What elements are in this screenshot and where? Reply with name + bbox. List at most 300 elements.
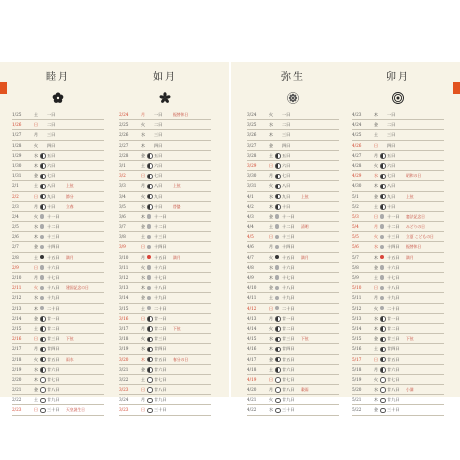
lunar-day: 十六曰 <box>387 264 400 270</box>
weekday: 金 <box>268 356 274 362</box>
date: 4/14 <box>247 325 257 331</box>
weekday: 金 <box>140 224 146 230</box>
day-note: 上弦 <box>301 193 309 199</box>
date: 2/5 <box>12 224 19 230</box>
day-row <box>119 192 211 202</box>
lunar-day: 四曰 <box>282 142 291 148</box>
lunar-day: 八曰 <box>282 183 291 189</box>
weekday: 水 <box>268 122 274 128</box>
day-row <box>352 110 444 120</box>
day-note: 昭和の日 <box>406 173 422 179</box>
day-row <box>12 110 104 120</box>
day-row <box>119 405 211 415</box>
date: 3/8 <box>119 234 126 240</box>
day-row <box>12 385 104 395</box>
moon-phase-icon <box>275 408 281 414</box>
moon-phase-icon <box>40 194 46 200</box>
date: 2/7 <box>12 244 19 250</box>
day-row <box>119 120 211 130</box>
weekday: 月 <box>268 387 274 393</box>
lunar-day: 三十曰 <box>154 407 167 413</box>
weekday: 金 <box>373 264 379 270</box>
day-row <box>352 253 444 263</box>
day-row <box>12 202 104 212</box>
date: 1/25 <box>12 112 22 117</box>
lunar-day: 一曰 <box>47 112 56 117</box>
lunar-day: 九曰 <box>282 193 291 199</box>
date: 3/12 <box>119 275 129 280</box>
day-row <box>352 192 444 202</box>
day-row <box>352 130 444 140</box>
weekday: 月 <box>268 244 274 250</box>
day-row <box>247 273 339 283</box>
weekday: 月 <box>33 346 39 352</box>
moon-phase-icon <box>275 174 281 180</box>
moon-phase-icon <box>275 326 281 332</box>
date: 3/3 <box>119 183 126 189</box>
moon-phase-icon <box>380 377 386 383</box>
day-row <box>12 283 104 293</box>
moon-phase-icon <box>380 337 386 343</box>
lunar-day: 十九曰 <box>47 295 60 301</box>
date: 5/20 <box>352 387 362 393</box>
day-note: 雨水 <box>66 356 74 362</box>
month-title: 卯月 <box>386 72 410 83</box>
moon-phase-icon <box>40 296 44 300</box>
day-row <box>12 314 104 324</box>
wisteria-crest-icon <box>287 89 299 101</box>
moon-phase-icon <box>380 143 384 147</box>
lunar-day: 廿九曰 <box>282 397 295 403</box>
date: 4/4 <box>247 224 254 230</box>
date: 2/16 <box>12 336 22 342</box>
weekday: 水 <box>140 203 146 209</box>
lunar-day: 廿九曰 <box>387 397 400 403</box>
weekday: 火 <box>140 193 146 199</box>
lunar-day: 六曰 <box>282 162 291 168</box>
moon-phase-icon <box>147 245 151 249</box>
lunar-day: 二曰 <box>282 122 291 128</box>
lunar-day: 五曰 <box>154 152 163 158</box>
weekday: 水 <box>373 387 379 393</box>
weekday: 日 <box>33 407 39 413</box>
moon-phase-icon <box>380 184 386 190</box>
lunar-day: 十曰 <box>154 203 163 209</box>
day-row <box>12 141 104 151</box>
date: 2/27 <box>119 142 129 148</box>
day-row <box>119 242 211 252</box>
weekday: 火 <box>268 112 274 117</box>
date: 3/10 <box>119 254 129 260</box>
lunar-day: 廿五曰 <box>47 356 60 362</box>
date: 4/16 <box>247 346 257 352</box>
moon-phase-icon <box>147 306 151 310</box>
lunar-day: 十一曰 <box>47 213 60 219</box>
date: 4/25 <box>352 132 362 138</box>
weekday: 日 <box>140 315 146 321</box>
day-row <box>352 395 444 405</box>
moon-phase-icon <box>275 367 281 373</box>
weekday: 火 <box>33 356 39 362</box>
date: 1/31 <box>12 173 22 179</box>
weekday: 火 <box>373 234 379 240</box>
day-row <box>247 314 339 324</box>
day-row <box>119 324 211 334</box>
moon-phase-icon <box>380 133 384 137</box>
weekday: 土 <box>268 152 274 158</box>
weekday: 月 <box>373 152 379 158</box>
moon-phase-icon <box>380 398 386 404</box>
lunar-day: 廿五曰 <box>154 356 167 362</box>
day-row <box>247 324 339 334</box>
moon-phase-icon <box>147 387 153 393</box>
day-row <box>352 375 444 385</box>
date: 3/23 <box>119 407 129 413</box>
moon-phase-icon <box>147 326 153 332</box>
day-row <box>12 181 104 191</box>
lunar-day: 五曰 <box>282 152 291 158</box>
lunar-day: 八曰 <box>154 183 163 189</box>
weekday: 木 <box>373 325 379 331</box>
lunar-day: 廿八曰 <box>282 387 295 393</box>
moon-phase-icon <box>147 398 153 404</box>
date: 2/23 <box>12 407 22 413</box>
date: 2/12 <box>12 295 22 301</box>
lunar-day: 廿四曰 <box>387 346 400 352</box>
date: 4/27 <box>352 152 362 158</box>
date: 5/1 <box>352 193 359 199</box>
date: 4/9 <box>247 275 254 280</box>
date: 3/13 <box>119 285 129 291</box>
date: 4/24 <box>352 122 362 128</box>
lunar-day: 十七曰 <box>47 275 60 280</box>
date: 2/19 <box>12 366 22 372</box>
day-row <box>352 283 444 293</box>
date: 2/28 <box>119 152 129 158</box>
date: 5/18 <box>352 366 362 372</box>
lunar-day: 十五曰 <box>387 254 400 260</box>
weekday: 月 <box>140 183 146 189</box>
day-note: 下弦 <box>301 336 309 342</box>
day-row <box>119 365 211 375</box>
day-note: 立春 <box>66 203 74 209</box>
lunar-day: 十八曰 <box>154 285 167 291</box>
day-row <box>352 222 444 232</box>
weekday: 月 <box>373 366 379 372</box>
moon-phase-icon <box>40 377 46 383</box>
weekday: 土 <box>140 305 146 311</box>
moon-phase-icon <box>380 286 384 290</box>
weekday: 月 <box>33 132 39 138</box>
date: 2/4 <box>12 213 19 219</box>
day-row <box>247 263 339 273</box>
weekday: 木 <box>140 285 146 291</box>
day-note: 春分の日 <box>173 356 189 362</box>
moon-phase-icon <box>147 367 153 373</box>
lunar-day: 七曰 <box>387 173 396 179</box>
moon-phase-icon <box>380 123 384 127</box>
weekday: 火 <box>268 183 274 189</box>
lunar-day: 廿七曰 <box>47 376 60 382</box>
day-note: 天皇誕生日 <box>66 407 85 413</box>
lunar-day: 廿五曰 <box>282 356 295 362</box>
moon-phase-icon <box>147 265 151 269</box>
weekday: 日 <box>140 407 146 413</box>
date: 1/28 <box>12 142 22 148</box>
lunar-day: 十八曰 <box>47 285 60 291</box>
moon-phase-icon <box>275 347 281 353</box>
moon-phase-icon <box>380 326 386 332</box>
lunar-day: 十六曰 <box>282 264 295 270</box>
weekday: 水 <box>33 295 39 301</box>
moon-phase-icon <box>147 112 151 116</box>
moon-phase-icon <box>40 306 44 310</box>
date: 3/14 <box>119 295 129 301</box>
weekday: 月 <box>268 315 274 321</box>
moon-phase-icon <box>275 112 279 116</box>
weekday: 金 <box>33 244 39 250</box>
date: 5/15 <box>352 336 362 342</box>
day-note: 立夏 こどもの日 <box>406 234 434 240</box>
moon-phase-icon <box>147 153 153 159</box>
day-row <box>119 171 211 181</box>
date: 3/2 <box>119 173 126 179</box>
lunar-day: 二十曰 <box>47 305 60 311</box>
date: 3/28 <box>247 152 257 158</box>
date: 5/16 <box>352 346 362 352</box>
day-row <box>352 304 444 314</box>
weekday: 金 <box>268 142 274 148</box>
moon-phase-icon <box>275 286 279 290</box>
lunar-day: 廿五曰 <box>387 356 400 362</box>
moon-phase-icon <box>40 224 44 228</box>
day-row <box>247 202 339 212</box>
weekday: 土 <box>33 183 39 189</box>
moon-phase-icon <box>275 214 279 218</box>
moon-phase-icon <box>40 204 46 210</box>
moon-phase-icon <box>147 224 151 228</box>
moon-phase-icon <box>40 367 46 373</box>
day-row <box>12 375 104 385</box>
date: 3/23 <box>119 387 129 393</box>
moon-phase-icon <box>40 214 44 218</box>
weekday: 木 <box>373 397 379 403</box>
date: 3/29 <box>247 162 257 168</box>
lunar-day: 廿六曰 <box>387 366 400 372</box>
weekday: 木 <box>33 376 39 382</box>
date: 2/18 <box>12 356 22 362</box>
moon-phase-icon <box>275 316 281 322</box>
day-note: 満月 <box>66 254 74 260</box>
date: 2/24 <box>119 112 129 117</box>
date: 3/18 <box>119 336 129 342</box>
date: 4/3 <box>247 213 254 219</box>
moon-phase-icon <box>147 275 151 279</box>
day-row <box>247 161 339 171</box>
date: 1/27 <box>12 132 22 138</box>
lunar-day: 廿二曰 <box>387 325 400 331</box>
moon-phase-icon <box>275 194 281 200</box>
moon-phase-icon <box>40 337 46 343</box>
day-note: 下弦 <box>406 336 414 342</box>
moon-phase-icon <box>380 408 386 414</box>
date: 4/19 <box>247 376 257 382</box>
date: 3/17 <box>119 325 129 331</box>
day-row <box>247 110 339 120</box>
date: 1/26 <box>12 122 22 128</box>
moon-phase-icon <box>275 275 279 279</box>
date: 2/20 <box>12 376 22 382</box>
day-row <box>247 212 339 222</box>
weekday: 金 <box>373 336 379 342</box>
moon-phase-icon <box>380 347 386 353</box>
day-row <box>12 365 104 375</box>
day-row <box>247 395 339 405</box>
day-note: 上弦 <box>66 183 74 189</box>
weekday: 金 <box>373 407 379 413</box>
weekday: 木 <box>268 132 274 138</box>
weekday: 水 <box>373 244 379 250</box>
date: 3/27 <box>247 142 257 148</box>
lunar-day: 十二曰 <box>387 224 400 230</box>
day-row <box>119 141 211 151</box>
weekday: 日 <box>268 376 274 382</box>
date: 1/30 <box>12 162 22 168</box>
date: 2/6 <box>12 234 19 240</box>
weekday: 土 <box>373 346 379 352</box>
date: 4/1 <box>247 193 254 199</box>
day-row <box>247 375 339 385</box>
weekday: 日 <box>373 285 379 291</box>
moon-phase-icon <box>380 296 384 300</box>
moon-phase-icon <box>40 123 44 127</box>
day-row <box>247 334 339 344</box>
lunar-day: 十九曰 <box>282 295 295 301</box>
date: 2/11 <box>12 285 22 291</box>
day-row <box>247 344 339 354</box>
date: 3/22 <box>119 376 129 382</box>
moon-phase-icon <box>380 163 386 169</box>
day-row <box>119 232 211 242</box>
day-row <box>352 161 444 171</box>
moon-phase-icon <box>147 316 153 322</box>
day-row <box>352 355 444 365</box>
lunar-day: 十曰 <box>282 203 291 209</box>
lunar-day: 廿四曰 <box>282 346 295 352</box>
left-index-tab <box>0 82 7 94</box>
moon-phase-icon <box>40 255 44 259</box>
weekday: 木 <box>140 213 146 219</box>
day-list <box>12 110 104 416</box>
day-row <box>12 192 104 202</box>
day-row <box>119 253 211 263</box>
date: 5/2 <box>352 203 359 209</box>
date: 2/9 <box>12 264 19 270</box>
moon-phase-icon <box>40 286 44 290</box>
lunar-day: 廿三曰 <box>282 336 295 342</box>
weekday: 日 <box>140 173 146 179</box>
date: 5/21 <box>352 397 362 403</box>
day-row <box>247 253 339 263</box>
weekday: 火 <box>268 254 274 260</box>
weekday: 火 <box>268 397 274 403</box>
weekday: 水 <box>373 315 379 321</box>
weekday: 木 <box>268 275 274 280</box>
day-note: 節分 <box>66 193 74 199</box>
day-row <box>247 141 339 151</box>
lunar-day: 十四曰 <box>387 244 400 250</box>
day-row <box>352 232 444 242</box>
lunar-day: 十六曰 <box>154 264 167 270</box>
day-row <box>12 171 104 181</box>
day-note: 下弦 <box>66 336 74 342</box>
lunar-day: 廿九曰 <box>47 397 60 403</box>
day-row <box>119 263 211 273</box>
lunar-day: 廿三曰 <box>47 336 60 342</box>
date: 2/1 <box>12 183 19 189</box>
day-row <box>12 355 104 365</box>
weekday: 金 <box>268 213 274 219</box>
lunar-day: 三十曰 <box>47 407 60 413</box>
moon-phase-icon <box>275 133 279 137</box>
day-row <box>119 181 211 191</box>
weekday: 火 <box>373 376 379 382</box>
day-row <box>12 304 104 314</box>
weekday: 金 <box>373 122 379 128</box>
weekday: 土 <box>33 112 39 117</box>
date: 3/24 <box>119 397 129 403</box>
weekday: 日 <box>33 193 39 199</box>
day-row <box>352 334 444 344</box>
weekday: 火 <box>33 142 39 148</box>
day-row <box>119 151 211 161</box>
date: 3/11 <box>119 264 129 270</box>
weekday: 月 <box>33 203 39 209</box>
lunar-day: 二曰 <box>387 122 396 128</box>
lunar-day: 廿六曰 <box>47 366 60 372</box>
day-row <box>352 273 444 283</box>
lunar-day: 八曰 <box>47 183 56 189</box>
day-row <box>247 385 339 395</box>
day-list <box>119 110 211 416</box>
date: 5/6 <box>352 244 359 250</box>
day-note: 満月 <box>173 254 181 260</box>
weekday: 火 <box>33 213 39 219</box>
day-note: 小満 <box>406 387 414 393</box>
day-row <box>352 181 444 191</box>
lunar-day: 十七曰 <box>387 275 400 280</box>
day-row <box>119 222 211 232</box>
day-row <box>247 405 339 415</box>
day-row <box>12 344 104 354</box>
day-row <box>352 263 444 273</box>
moon-phase-icon <box>147 123 151 127</box>
day-note: みどりの日 <box>406 224 425 230</box>
moon-phase-icon <box>380 174 386 180</box>
moon-phase-icon <box>275 123 279 127</box>
weekday: 水 <box>140 275 146 280</box>
date: 5/4 <box>352 224 359 230</box>
date: 5/8 <box>352 264 359 270</box>
date: 2/8 <box>12 254 19 260</box>
lunar-day: 十一曰 <box>387 213 400 219</box>
date: 2/22 <box>12 397 22 403</box>
day-row <box>119 283 211 293</box>
day-note: 上弦 <box>406 193 414 199</box>
day-row <box>247 283 339 293</box>
weekday: 土 <box>140 234 146 240</box>
day-row <box>119 212 211 222</box>
